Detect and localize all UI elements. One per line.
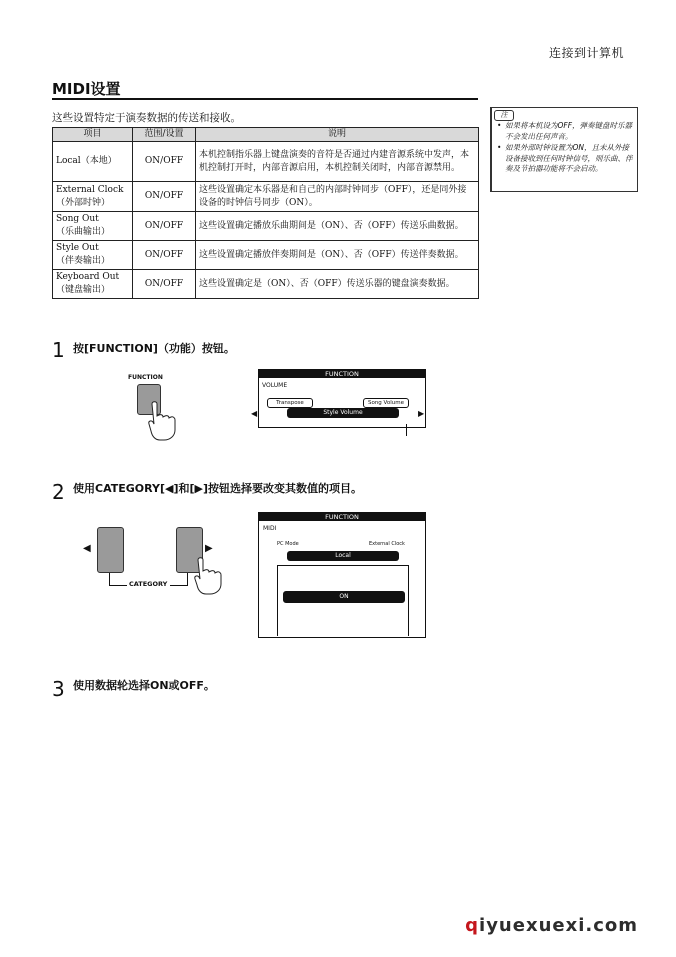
row-item-name: Local (56, 156, 81, 166)
table-row (53, 270, 479, 299)
lcd-display-1 (258, 369, 426, 428)
row-item-subtitle: （外部时钟） (56, 197, 111, 208)
row-item-subtitle: （伴奏输出） (56, 256, 111, 266)
row-item-cell (53, 182, 133, 212)
row-item-cell (53, 241, 133, 270)
midi-settings-table (52, 127, 479, 299)
bracket-left-foot (109, 585, 127, 586)
chapter-title: 连接到计算机 (548, 46, 624, 60)
lcd-selected-item: Style Volume (287, 408, 399, 418)
row-description: 这些设置确定播放伴奏期间是（ON）、否（OFF）传送伴奏数据。 (196, 241, 479, 270)
lcd-title: FUNCTION (259, 513, 425, 521)
table-row (53, 212, 479, 241)
row-range: ON/OFF (133, 241, 196, 270)
step-3-text: 使用数据轮选择ON或OFF。 (73, 679, 215, 692)
section-intro: 这些设置特定于演奏数据的传送和接收。 (52, 112, 241, 124)
step-1-text: 按[FUNCTION]（功能）按钮。 (73, 342, 235, 355)
table-row (53, 241, 479, 270)
lcd-left-item: Transpose (267, 398, 313, 408)
row-range: ON/OFF (133, 270, 196, 299)
row-item-cell (53, 142, 133, 182)
row-description: 这些设置确定本乐器是和自己的内部时钟同步（OFF），还是同外接设备的时钟信号同步（ON）。 (196, 182, 479, 212)
site-watermark (465, 915, 638, 936)
lcd-title: FUNCTION (259, 370, 425, 378)
row-description: 本机控制指乐器上键盘演奏的音符是否通过内建音源系统中发声，本机控制打开时，内部音源启用，本机控制关闭时，内部音源禁用。 (196, 142, 479, 182)
lcd-selected-item: Local (287, 551, 399, 561)
category-left-button[interactable] (97, 527, 124, 573)
pointing-hand-icon (192, 556, 226, 596)
row-item-cell (53, 270, 133, 299)
category-left-arrow-icon: ◀ (83, 543, 91, 554)
callout-line (406, 424, 407, 436)
lcd-category: VOLUME (262, 382, 288, 389)
row-item-name: Song Out (56, 214, 99, 224)
row-range: ON/OFF (133, 142, 196, 182)
step-1-number: 1 (52, 338, 65, 362)
right-arrow-icon: ▶ (418, 409, 425, 418)
row-item-name: Style Out (56, 243, 99, 253)
bracket-left (109, 573, 110, 585)
lcd-right-item: External Clock (369, 541, 405, 547)
bracket-right-foot (170, 585, 188, 586)
lcd-display-2 (258, 512, 426, 638)
lcd-category: MIDI (263, 525, 277, 532)
row-item-subtitle: （乐曲输出） (56, 227, 111, 237)
category-right-arrow-icon: ▶ (205, 543, 213, 554)
watermark-q: q (465, 915, 480, 936)
table-header-description: 说明 (196, 128, 479, 142)
note-tag: 注 (494, 110, 514, 121)
table-header-item: 项目 (53, 128, 133, 142)
bracket-right (187, 573, 188, 585)
row-item-subtitle: （键盘输出） (56, 285, 111, 295)
section-title: MIDI设置 (52, 80, 121, 98)
table-row (53, 182, 479, 212)
note-list (496, 121, 634, 176)
table-row (53, 142, 479, 182)
table-header-range: 范围/设置 (133, 128, 196, 142)
step-3-number: 3 (52, 677, 65, 701)
lcd-left-item: PC Mode (277, 541, 299, 547)
row-item-cell (53, 212, 133, 241)
watermark-rest: iyuexuexi.com (479, 915, 638, 936)
step-2-number: 2 (52, 480, 65, 504)
lcd-right-item: Song Volume (363, 398, 409, 408)
note-item: • 如果将本机设为OFF，弹奏键盘时乐器不会发出任何声音。 (496, 121, 634, 142)
row-description: 这些设置确定是（ON）、否（OFF）传送乐器的键盘演奏数据。 (196, 270, 479, 299)
row-item-subtitle: （本地） (80, 156, 117, 166)
step-2-text: 使用CATEGORY[◀]和[▶]按钮选择要改变其数值的项目。 (73, 482, 362, 495)
table-header-row (53, 128, 479, 142)
row-item-name: External Clock (56, 184, 124, 195)
row-range: ON/OFF (133, 212, 196, 241)
category-label: CATEGORY (129, 580, 168, 588)
pointing-hand-icon (146, 400, 182, 442)
section-divider (52, 98, 478, 100)
row-item-name: Keyboard Out (56, 272, 120, 282)
left-arrow-icon: ◀ (251, 409, 258, 418)
function-button-label: FUNCTION (128, 374, 163, 381)
row-description: 这些设置确定播放乐曲期间是（ON）、否（OFF）传送乐曲数据。 (196, 212, 479, 241)
row-range: ON/OFF (133, 182, 196, 212)
lcd-value: ON (283, 591, 405, 603)
note-item: • 如果外部时钟设置为ON，且未从外接设备接收到任何时钟信号，则乐曲、伴奏及节拍器功能将不会启动。 (496, 143, 634, 175)
